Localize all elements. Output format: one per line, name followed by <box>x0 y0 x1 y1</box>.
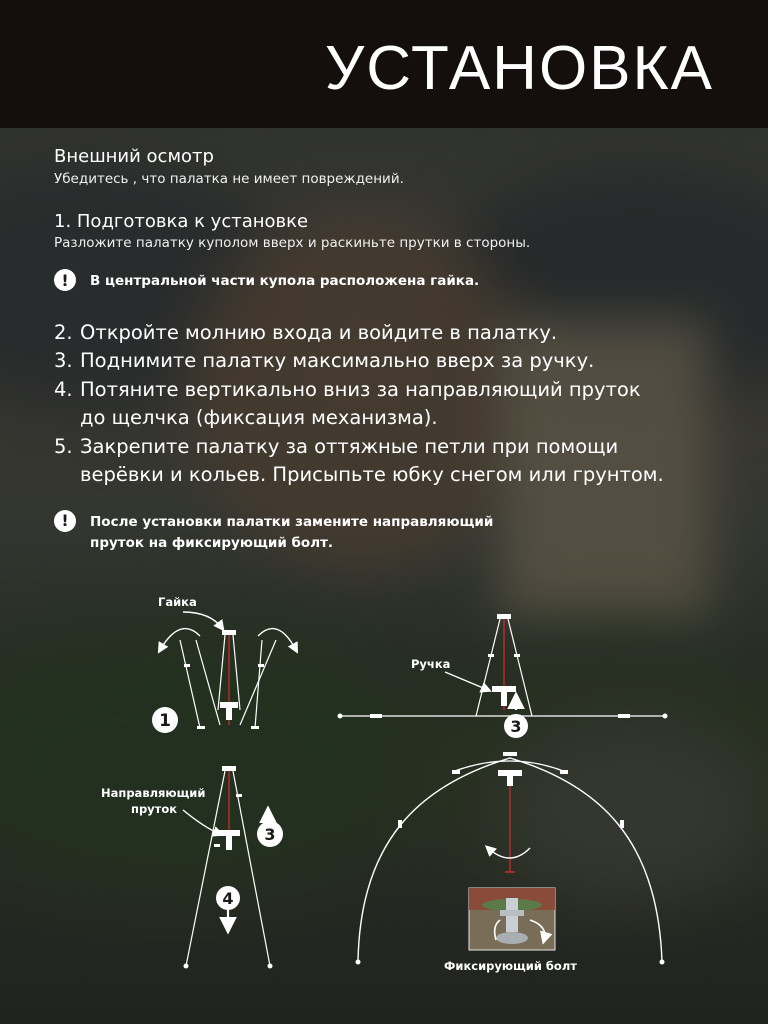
exclamation-circle-icon: ! <box>54 269 76 291</box>
step-item-continued <box>54 461 734 490</box>
handle-label: Ручка <box>411 657 451 671</box>
step-text: Откройте молнию входа и войдите в палатку. <box>80 320 558 344</box>
step-text: до щелчка (фиксация механизма). <box>80 406 438 430</box>
step-number: 5. <box>54 434 73 458</box>
step-badge-1: 1 <box>159 711 171 731</box>
step1-text: Разложите палатку куполом вверх и раскиньте прутки в стороны. <box>54 235 531 251</box>
note-bolt-line: После установки палатки замените направляющий <box>90 513 494 530</box>
note-nut-text: В центральной части купола расположена гайка. <box>90 273 480 289</box>
step-text: Поднимите палатку максимально вверх за ручку. <box>80 349 595 373</box>
fixing-bolt-label: Фиксирующий болт <box>444 959 577 973</box>
note-nut <box>54 271 734 293</box>
header-bar <box>0 0 768 128</box>
nut-label: Гайка <box>158 595 197 609</box>
inspection-title: Внешний осмотр <box>54 146 214 167</box>
diagram-guide-rod <box>101 766 283 969</box>
step-badge-3: 3 <box>264 825 276 844</box>
diagram-lift-handle <box>338 614 668 738</box>
step-text: верёвки и кольев. Присыпьте юбку снегом или грунтом. <box>80 463 664 487</box>
step1-title: 1. Подготовка к установке <box>54 210 309 232</box>
step-number: 4. <box>54 377 73 401</box>
rod-label: пруток <box>131 802 178 816</box>
note-bolt <box>54 512 734 555</box>
inspection-text: Убедитесь , что палатка не имеет повреждений. <box>54 170 404 187</box>
step-item-continued <box>54 404 734 433</box>
step-number: 2. <box>54 320 73 344</box>
note-bolt-line: пруток на фиксирующий болт. <box>90 535 334 552</box>
diagram-folded-tent <box>152 595 296 733</box>
step-item <box>54 319 734 348</box>
step-text: Потяните вертикально вниз за направляющий пруток <box>80 377 641 401</box>
rod-label: Направляющий <box>101 786 206 800</box>
step-item <box>54 376 734 405</box>
step-item <box>54 347 734 376</box>
step-badge-3: 3 <box>510 717 522 736</box>
exclamation-circle-icon: ! <box>54 510 76 532</box>
note-bolt-text <box>90 512 493 555</box>
step-text: Закрепите палатку за оттяжные петли при помощи <box>80 434 619 458</box>
instructions <box>54 146 734 555</box>
diagram-assembled-dome <box>356 752 665 973</box>
step-badge-4: 4 <box>222 889 234 908</box>
step-item <box>54 433 734 462</box>
fixing-bolt-photo <box>469 888 555 950</box>
installation-diagram <box>0 580 768 1024</box>
steps-list <box>54 319 734 490</box>
step-number: 3. <box>54 349 73 373</box>
page-title: УСТАНОВКА <box>324 34 714 103</box>
